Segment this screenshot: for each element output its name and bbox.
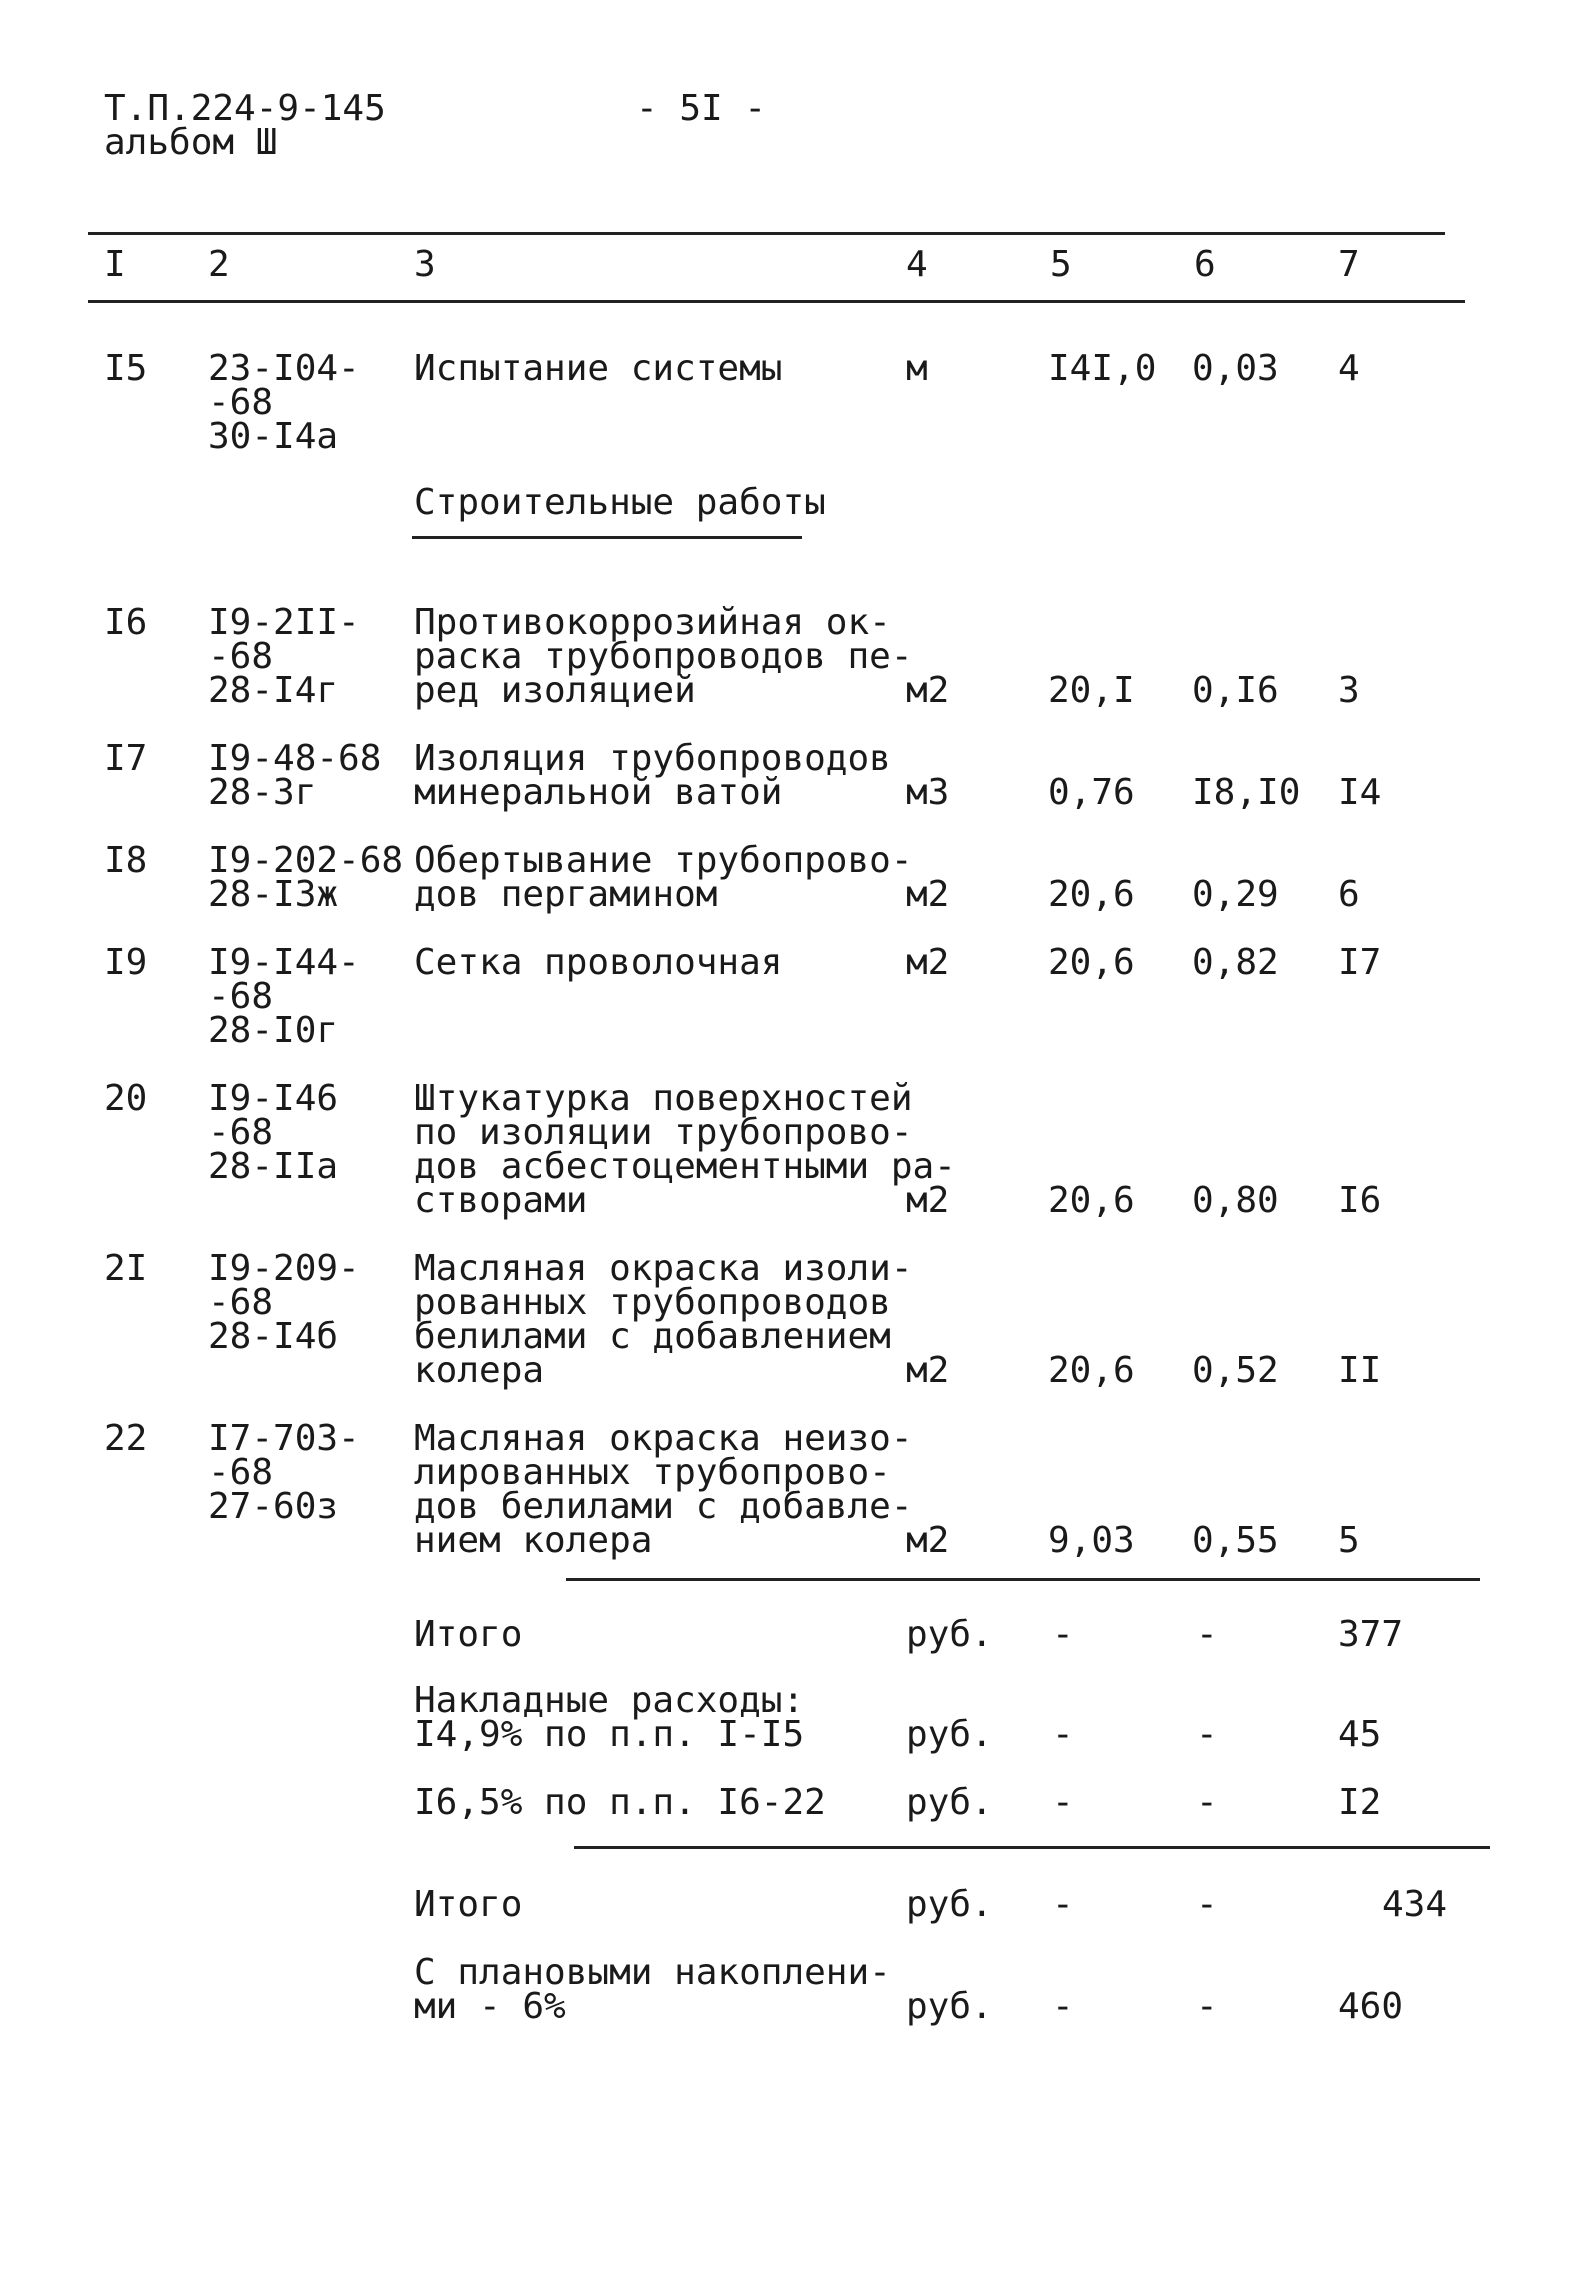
totals-value: 377	[1338, 1614, 1404, 1655]
column-header-5: 5	[1050, 244, 1072, 285]
row-total: 4	[1338, 348, 1360, 389]
row-unit-price: 0,82	[1192, 942, 1279, 983]
row-unit: м2	[906, 1180, 950, 1221]
column-header-6: 6	[1194, 244, 1216, 285]
row-description: Испытание системы	[414, 348, 783, 389]
row-quantity: 20,6	[1048, 942, 1135, 983]
column-header-1: I	[104, 244, 126, 285]
row-unit: м2	[906, 942, 950, 983]
row-unit-price: 0,80	[1192, 1180, 1279, 1221]
row-number: I8	[104, 840, 148, 881]
totals-value: 460	[1338, 1986, 1404, 2027]
document-code: Т.П.224-9-145	[104, 88, 386, 129]
section-title-underline	[412, 536, 802, 539]
row-unit-price: 0,I6	[1192, 670, 1279, 711]
row-unit-price: 0,29	[1192, 874, 1279, 915]
row-unit: м	[906, 348, 928, 389]
totals-quantity: -	[1052, 1782, 1074, 1823]
row-total: II	[1338, 1350, 1382, 1391]
totals-label: Итого	[414, 1614, 523, 1655]
row-number: 2I	[104, 1248, 148, 1289]
row-code: 23-I04- -68 30-I4a	[208, 348, 360, 457]
totals-quantity: -	[1052, 1614, 1074, 1655]
totals-price: -	[1196, 1782, 1218, 1823]
row-unit: м2	[906, 670, 950, 711]
row-unit: м2	[906, 874, 950, 915]
totals-label: Накладные расходы: I4,9% по п.п. I-I5	[414, 1680, 805, 1755]
row-code: I9-2II- -68 28-I4г	[208, 602, 360, 711]
row-description: Обертывание трубопрово- дов пергамином	[414, 840, 913, 915]
row-total: 6	[1338, 874, 1360, 915]
table-top-rule	[88, 232, 1445, 235]
subtotal-rule	[566, 1578, 1480, 1581]
row-quantity: 20,6	[1048, 874, 1135, 915]
row-number: 22	[104, 1418, 148, 1459]
row-description: Сетка проволочная	[414, 942, 783, 983]
row-number: I6	[104, 602, 148, 643]
row-code: I9-209- -68 28-I4б	[208, 1248, 360, 1357]
totals-value: I2	[1338, 1782, 1382, 1823]
row-unit-price: 0,55	[1192, 1520, 1279, 1561]
totals-quantity: -	[1052, 1714, 1074, 1755]
row-unit: м2	[906, 1350, 950, 1391]
row-description: Масляная окраска изоли- рованных трубопроводов белилами с добавлением колера	[414, 1248, 913, 1391]
row-total: 5	[1338, 1520, 1360, 1561]
totals-label: I6,5% по п.п. I6-22	[414, 1782, 826, 1823]
column-header-2: 2	[208, 244, 230, 285]
row-number: 20	[104, 1078, 148, 1119]
totals-price: -	[1196, 1986, 1218, 2027]
totals-price: -	[1196, 1614, 1218, 1655]
row-code: I7-703- -68 27-60з	[208, 1418, 360, 1527]
row-quantity: 20,6	[1048, 1180, 1135, 1221]
row-total: 3	[1338, 670, 1360, 711]
row-unit-price: 0,52	[1192, 1350, 1279, 1391]
row-quantity: 20,I	[1048, 670, 1135, 711]
column-header-3: 3	[414, 244, 436, 285]
row-total: I7	[1338, 942, 1382, 983]
row-description: Штукатурка поверхностей по изоляции трубопрово- дов асбестоцементными ра- створами	[414, 1078, 956, 1221]
album-label: альбом Ш	[104, 122, 278, 163]
row-number: I5	[104, 348, 148, 389]
totals-price: -	[1196, 1714, 1218, 1755]
totals-quantity: -	[1052, 1884, 1074, 1925]
totals-unit: руб.	[906, 1614, 993, 1655]
totals-quantity: -	[1052, 1986, 1074, 2027]
row-description: Изоляция трубопроводов минеральной ватой	[414, 738, 891, 813]
row-quantity: 0,76	[1048, 772, 1135, 813]
totals-unit: руб.	[906, 1884, 993, 1925]
row-quantity: 20,6	[1048, 1350, 1135, 1391]
totals-price: -	[1196, 1884, 1218, 1925]
column-header-4: 4	[906, 244, 928, 285]
column-header-7: 7	[1338, 244, 1360, 285]
row-description: Противокоррозийная ок- раска трубопроводов пе- ред изоляцией	[414, 602, 913, 711]
totals-unit: руб.	[906, 1714, 993, 1755]
row-unit-price: 0,03	[1192, 348, 1279, 389]
row-code: I9-I46 -68 28-IIa	[208, 1078, 339, 1187]
row-quantity: I4I,0	[1048, 348, 1157, 389]
section-title: Строительные работы	[414, 482, 826, 523]
row-code: I9-48-68 28-3г	[208, 738, 382, 813]
row-total: I4	[1338, 772, 1382, 813]
totals-value: 45	[1338, 1714, 1382, 1755]
row-quantity: 9,03	[1048, 1520, 1135, 1561]
row-number: I9	[104, 942, 148, 983]
totals-unit: руб.	[906, 1986, 993, 2027]
totals-unit: руб.	[906, 1782, 993, 1823]
totals-label: С плановыми накоплени- ми - 6%	[414, 1952, 891, 2027]
totals-value: 434	[1382, 1884, 1448, 1925]
row-code: I9-202-68 28-I3ж	[208, 840, 404, 915]
row-total: I6	[1338, 1180, 1382, 1221]
table-header-bottom-rule	[88, 300, 1465, 303]
row-unit-price: I8,I0	[1192, 772, 1301, 813]
row-description: Масляная окраска неизо- лированных трубопрово- дов белилами с добавле- нием колера	[414, 1418, 913, 1561]
totals-label: Итого	[414, 1884, 523, 1925]
page-number: - 5I -	[636, 88, 767, 129]
grand-total-rule	[574, 1846, 1490, 1849]
row-number: I7	[104, 738, 148, 779]
row-unit: м2	[906, 1520, 950, 1561]
row-code: I9-I44- -68 28-I0г	[208, 942, 360, 1051]
row-unit: м3	[906, 772, 950, 813]
